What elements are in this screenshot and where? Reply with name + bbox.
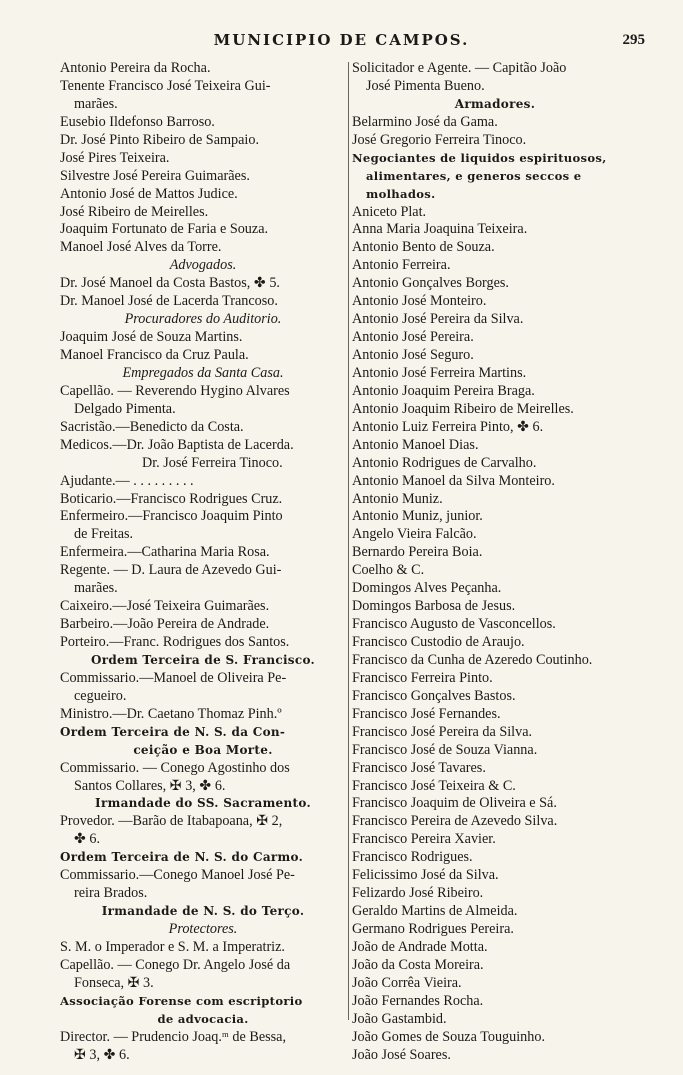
right-column-entry: Antonio Bento de Souza. [352, 239, 495, 256]
right-column-entry: José Pimenta Bueno. [366, 77, 485, 94]
left-column-entry: Dr. José Pinto Ribeiro de Sampaio. [60, 131, 260, 148]
right-column-entry: Antonio José Pereira da Silva. [352, 311, 524, 328]
right-column-entry: Francisco Pereira Xavier. [352, 831, 496, 848]
right-column-entry: João Corrêa Vieira. [352, 974, 462, 991]
left-column-entry: Silvestre José Pereira Guimarães. [60, 167, 250, 184]
left-column-entry: Boticario.—Francisco Rodrigues Cruz. [60, 490, 283, 507]
left-column-section-heading: Irmandade de N. S. do Terço. [101, 904, 305, 919]
left-column-entry: Enfermeira.—Catharina Maria Rosa. [60, 544, 270, 561]
left-column-entry: Commissario.—Conego Manoel José Pe- [60, 867, 295, 884]
left-column-entry: Commissario. — Conego Agostinho dos [60, 759, 290, 776]
right-column-entry: Francisco José Teixeira & C. [352, 777, 516, 794]
right-column-entry: Antonio Ferreira. [352, 257, 451, 274]
right-column-entry: Francisco Pereira de Azevedo Silva. [352, 813, 558, 830]
right-column-entry: Francisco Rodrigues. [352, 849, 473, 866]
right-column-entry: Francisco Custodio de Araujo. [352, 634, 525, 650]
page-header [0, 31, 683, 53]
page-title: MUNICIPIO DE CAMPOS. [213, 31, 470, 49]
left-column-entry: Enfermeiro.—Francisco Joaquim Pinto [60, 508, 283, 525]
right-column-entry: João Fernandes Rocha. [352, 992, 484, 1009]
left-column-entry: Delgado Pimenta. [74, 400, 176, 417]
right-column-entry: Angelo Vieira Falcão. [352, 526, 477, 543]
left-column-section-heading: Ordem Terceira de S. Francisco. [90, 652, 316, 667]
left-column-entry: marães. [74, 580, 118, 597]
left-column-entry: Medicos.—Dr. João Baptista de Lacerda. [60, 436, 294, 453]
right-column-entry: Francisco da Cunha de Azeredo Coutinho. [352, 651, 593, 668]
right-column-entry: João Gomes de Souza Touguinho. [352, 1028, 546, 1045]
right-column-entry: Antonio José Ferreira Martins. [352, 364, 527, 381]
right-column-entry: Felizardo José Ribeiro. [352, 885, 484, 902]
right-column [352, 60, 638, 1065]
left-column-section-heading: Ordem Terceira de N. S. da Con- [60, 724, 286, 739]
left-column-section-heading: Procuradores do Auditorio. [124, 311, 282, 328]
left-column-entry: Tenente Francisco José Teixeira Gui- [60, 77, 271, 94]
right-column-entry: José Gregorio Ferreira Tinoco. [352, 131, 527, 148]
left-column-section-heading: Protectores. [168, 921, 238, 937]
left-column-entry: Regente. — D. Laura de Azevedo Gui- [60, 562, 282, 579]
right-column-entry: Antonio Gonçalves Borges. [352, 275, 509, 292]
left-column-entry: Dr. José Manoel da Costa Bastos, ✤ 5. [60, 275, 280, 292]
left-column-entry: Joaquim Fortunato de Faria e Souza. [60, 221, 269, 238]
right-column-entry: Solicitador e Agente. — Capitão João [352, 60, 567, 76]
right-column-entry: Antonio Joaquim Pereira Braga. [352, 382, 535, 399]
left-column-entry: marães. [74, 95, 118, 112]
left-column-section-heading: Ordem Terceira de N. S. do Carmo. [60, 850, 304, 865]
right-column-entry: João de Andrade Motta. [352, 938, 488, 955]
left-column-entry: Dr. José Ferreira Tinoco. [142, 454, 283, 471]
left-column-entry: Eusebio Ildefonso Barroso. [60, 113, 215, 130]
right-column-entry: Antonio José Seguro. [352, 347, 474, 363]
right-column-entry: João Gastambid. [352, 1010, 447, 1027]
right-column-entry: Antonio José Pereira. [352, 329, 474, 346]
right-column-entry: Francisco José Pereira da Silva. [352, 723, 533, 740]
left-column-entry: Santos Collares, ✠ 3, ✤ 6. [74, 777, 226, 794]
left-column-entry: reira Brados. [74, 885, 148, 902]
right-column-entry: Francisco Joaquim de Oliveira e Sá. [352, 795, 557, 812]
right-column-entry: João da Costa Moreira. [352, 956, 484, 973]
right-column-entry: Geraldo Martins de Almeida. [352, 903, 518, 920]
left-column-entry: Antonio Pereira da Rocha. [60, 60, 211, 76]
left-column-entry: Porteiro.—Franc. Rodrigues dos Santos. [60, 634, 290, 650]
page-number: 295 [622, 32, 645, 48]
left-column-entry: Capellão. — Reverendo Hygino Alvares [60, 382, 290, 399]
left-column-entry: Ajudante.— . . . . . . . . . [60, 472, 194, 489]
left-column-section-heading: Empregados da Santa Casa. [122, 364, 284, 381]
right-column-entry: Bernardo Pereira Boia. [352, 544, 483, 561]
left-column-entry: Ministro.—Dr. Caetano Thomaz Pinh.º [60, 705, 282, 722]
left-column-entry: Manoel Francisco da Cruz Paula. [60, 347, 249, 363]
left-column-entry: José Pires Teixeira. [60, 149, 170, 166]
left-column-entry: cegueiro. [74, 687, 127, 704]
right-column-entry: Antonio Manoel da Silva Monteiro. [352, 472, 555, 489]
left-column-entry: Joaquim José de Souza Martins. [60, 329, 243, 346]
left-column-section-heading: Associação Forense com escriptorio [60, 993, 303, 1008]
right-column-entry: Francisco José Tavares. [352, 759, 486, 776]
left-column-entry: Capellão. — Conego Dr. Angelo José da [60, 956, 291, 973]
left-column-entry: S. M. o Imperador e S. M. a Imperatriz. [60, 938, 285, 955]
left-column [60, 60, 346, 1065]
right-column-entry: Domingos Barbosa de Jesus. [352, 598, 516, 615]
right-column-entry: Francisco José de Souza Vianna. [352, 741, 538, 758]
right-column-section-heading: alimentares, e generos seccos e [366, 168, 582, 183]
left-column-section-heading: de advocacia. [157, 1011, 249, 1026]
right-column-section-heading: Armadores. [454, 96, 536, 111]
left-column-entry: Director. — Prudencio Joaq.ᵐ de Bessa, [60, 1028, 287, 1045]
left-column-entry: Provedor. —Barão de Itabapoana, ✠ 2, [60, 813, 283, 830]
right-column-entry: Domingos Alves Peçanha. [352, 580, 502, 597]
right-column-entry: Francisco José Fernandes. [352, 705, 501, 722]
left-column-entry: Dr. Manoel José de Lacerda Trancoso. [60, 293, 278, 310]
left-column-entry: de Freitas. [74, 526, 134, 543]
right-column-section-heading: molhados. [366, 186, 436, 201]
right-column-entry: João José Soares. [352, 1046, 451, 1063]
left-column-entry: Fonseca, ✠ 3. [74, 974, 154, 991]
left-column-entry: Commissario.—Manoel de Oliveira Pe- [60, 669, 287, 686]
right-column-entry: Antonio Muniz, junior. [352, 508, 483, 525]
right-column-entry: Antonio Muniz. [352, 490, 443, 507]
right-column-entry: Antonio Manoel Dias. [352, 436, 479, 453]
left-column-entry: Sacristão.—Benedicto da Costa. [60, 418, 244, 435]
left-column-entry: ✤ 6. [74, 831, 101, 848]
right-column-entry: Felicissimo José da Silva. [352, 867, 499, 884]
right-column-entry: Francisco Ferreira Pinto. [352, 669, 493, 686]
right-column-entry: Antonio Luiz Ferreira Pinto, ✤ 6. [352, 418, 544, 435]
right-column-entry: Francisco Gonçalves Bastos. [352, 687, 516, 704]
right-column-entry: Anna Maria Joaquina Teixeira. [352, 221, 528, 238]
right-column-section-heading: Negociantes de liquidos espirituosos, [352, 150, 607, 165]
left-column-entry: Caixeiro.—José Teixeira Guimarães. [60, 598, 270, 615]
right-column-entry: Francisco Augusto de Vasconcellos. [352, 616, 556, 633]
left-column-section-heading: Advogados. [169, 257, 237, 274]
column-divider [348, 62, 349, 1020]
left-column-entry: ✠ 3, ✤ 6. [74, 1046, 130, 1063]
left-column-section-heading: ceição e Boa Morte. [133, 742, 273, 757]
left-column-entry: Barbeiro.—João Pereira de Andrade. [60, 616, 270, 633]
right-column-entry: Coelho & C. [352, 562, 425, 579]
right-column-entry: Belarmino José da Gama. [352, 113, 498, 130]
right-column-entry: Antonio Rodrigues de Carvalho. [352, 454, 537, 471]
right-column-entry: Antonio José Monteiro. [352, 293, 487, 310]
left-column-section-heading: Irmandade do SS. Sacramento. [95, 796, 311, 811]
right-column-entry: Germano Rodrigues Pereira. [352, 921, 514, 937]
left-column-entry: Antonio José de Mattos Judice. [60, 185, 238, 202]
left-column-entry: José Ribeiro de Meirelles. [60, 203, 209, 220]
left-column-entry: Manoel José Alves da Torre. [60, 239, 222, 256]
right-column-entry: Aniceto Plat. [352, 203, 427, 220]
right-column-entry: Antonio Joaquim Ribeiro de Meirelles. [352, 400, 574, 417]
